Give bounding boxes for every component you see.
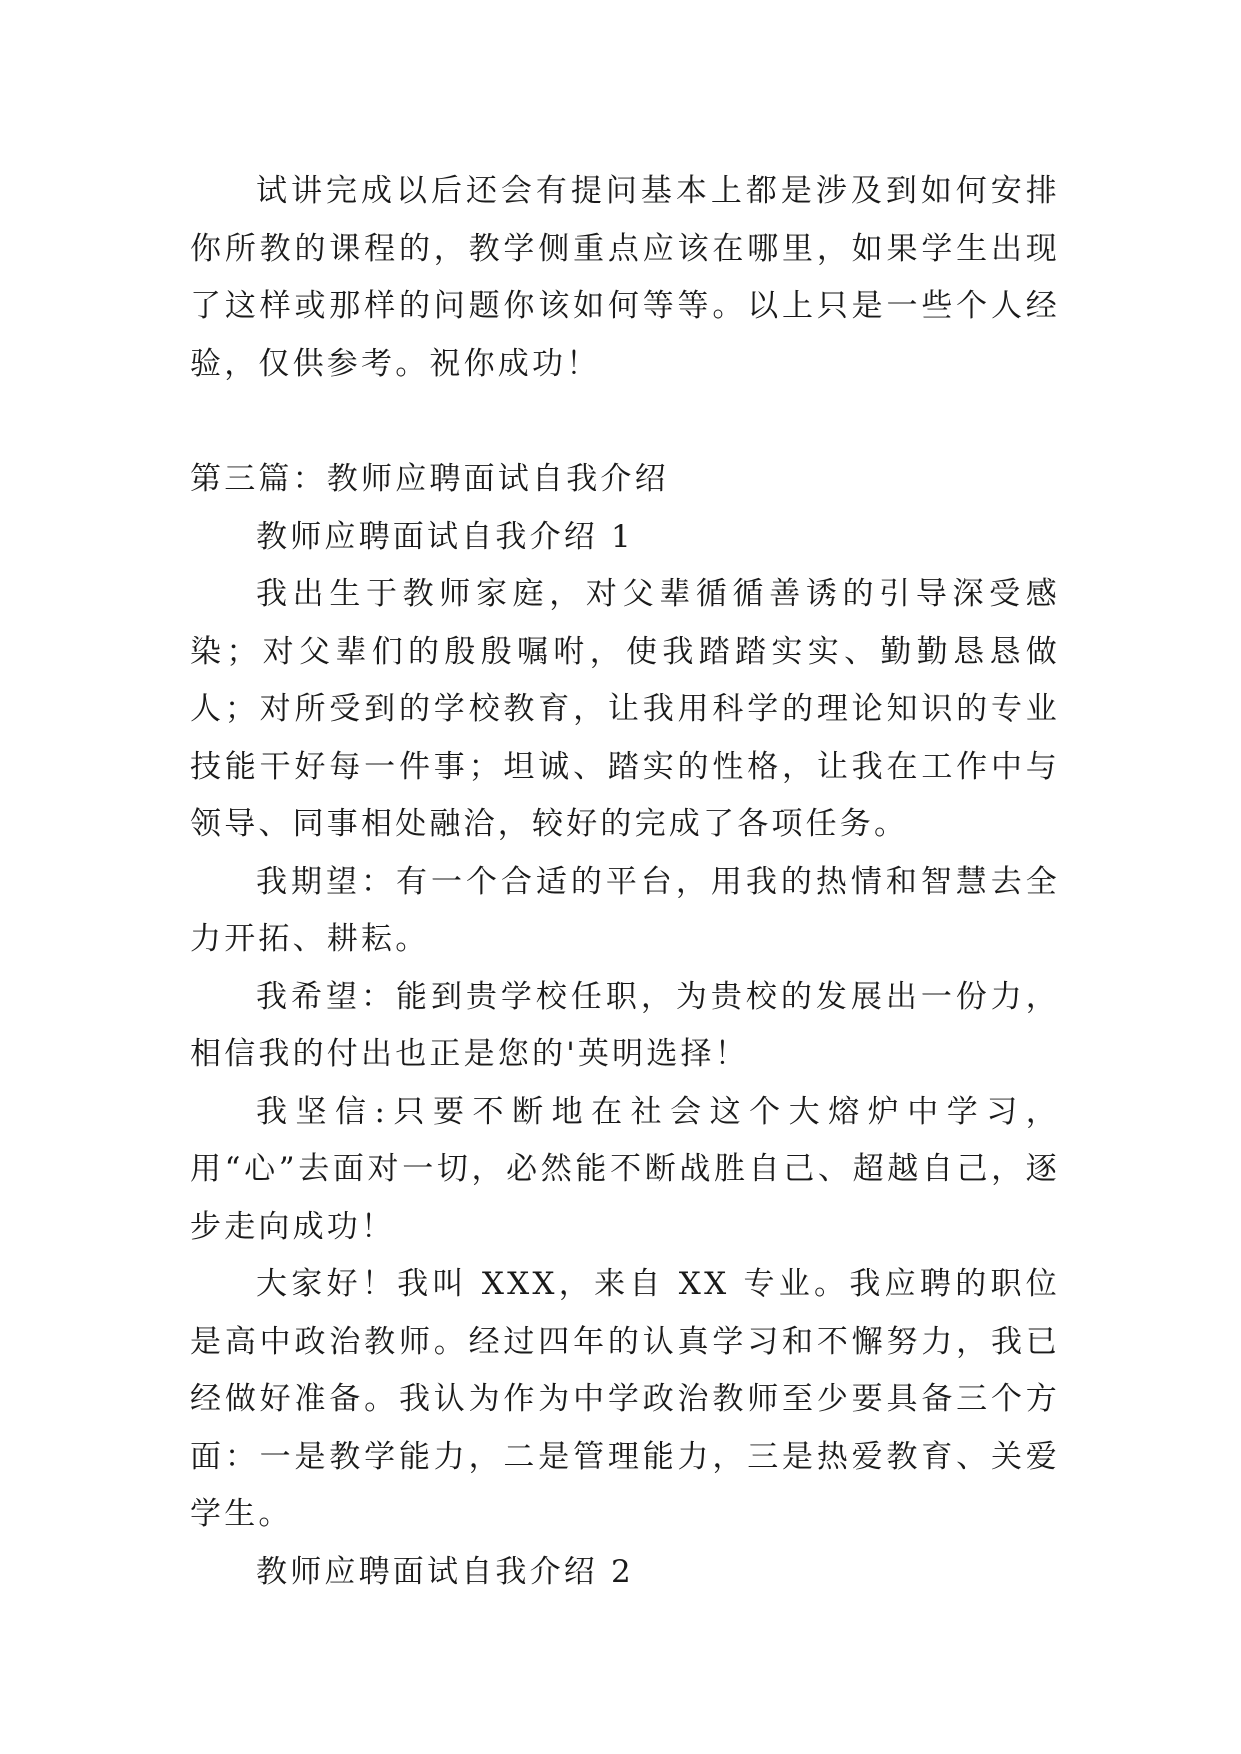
paragraph-family-background: 我出生于教师家庭，对父辈循循善诱的引导深受感染；对父辈们的殷殷嘱咐，使我踏踏实实、勤勤恳恳做人；对所受到的学校教育，让我用科学的理论知识的专业技能干好每一件事；坦诚、踏实的性格，让我在工作中与领导、同事相处融洽，较好的完成了各项任务。 [190, 576, 1060, 842]
intro-paragraph: 试讲完成以后还会有提问基本上都是涉及到如何安排你所教的课程的，教学侧重点应该在哪里，如果学生出现了这样或那样的问题你该如何等等。以上只是一些个人经验，仅供参考。祝你成功！ [190, 173, 1060, 382]
document-body [190, 163, 1060, 1601]
paragraph-hope: 我希望：能到贵学校任职，为贵校的发展出一份力，相信我的付出也正是您的'英明选择！ [190, 978, 1060, 1072]
paragraph-greeting: 大家好！我叫 XXX，来自 XX 专业。我应聘的职位是高中政治教师。经过四年的认真学习和不懈努力，我已经做好准备。我认为作为中学政治教师至少要具备三个方面：一是教学能力，二是管理能力，三是热爱教育、关爱学生。 [190, 1266, 1060, 1532]
paragraph-belief: 我坚信:只要不断地在社会这个大熔炉中学习，用“心”去面对一切，必然能不断战胜自己、超越自己，逐步走向成功！ [190, 1093, 1060, 1245]
paragraph-expectation: 我期望：有一个合适的平台，用我的热情和智慧去全力开拓、耕耘。 [190, 863, 1060, 957]
subheading-self-intro-1: 教师应聘面试自我介绍 1 [256, 518, 634, 555]
subheading-self-intro-2: 教师应聘面试自我介绍 2 [256, 1553, 634, 1590]
section-heading: 第三篇：教师应聘面试自我介绍 [190, 461, 669, 497]
